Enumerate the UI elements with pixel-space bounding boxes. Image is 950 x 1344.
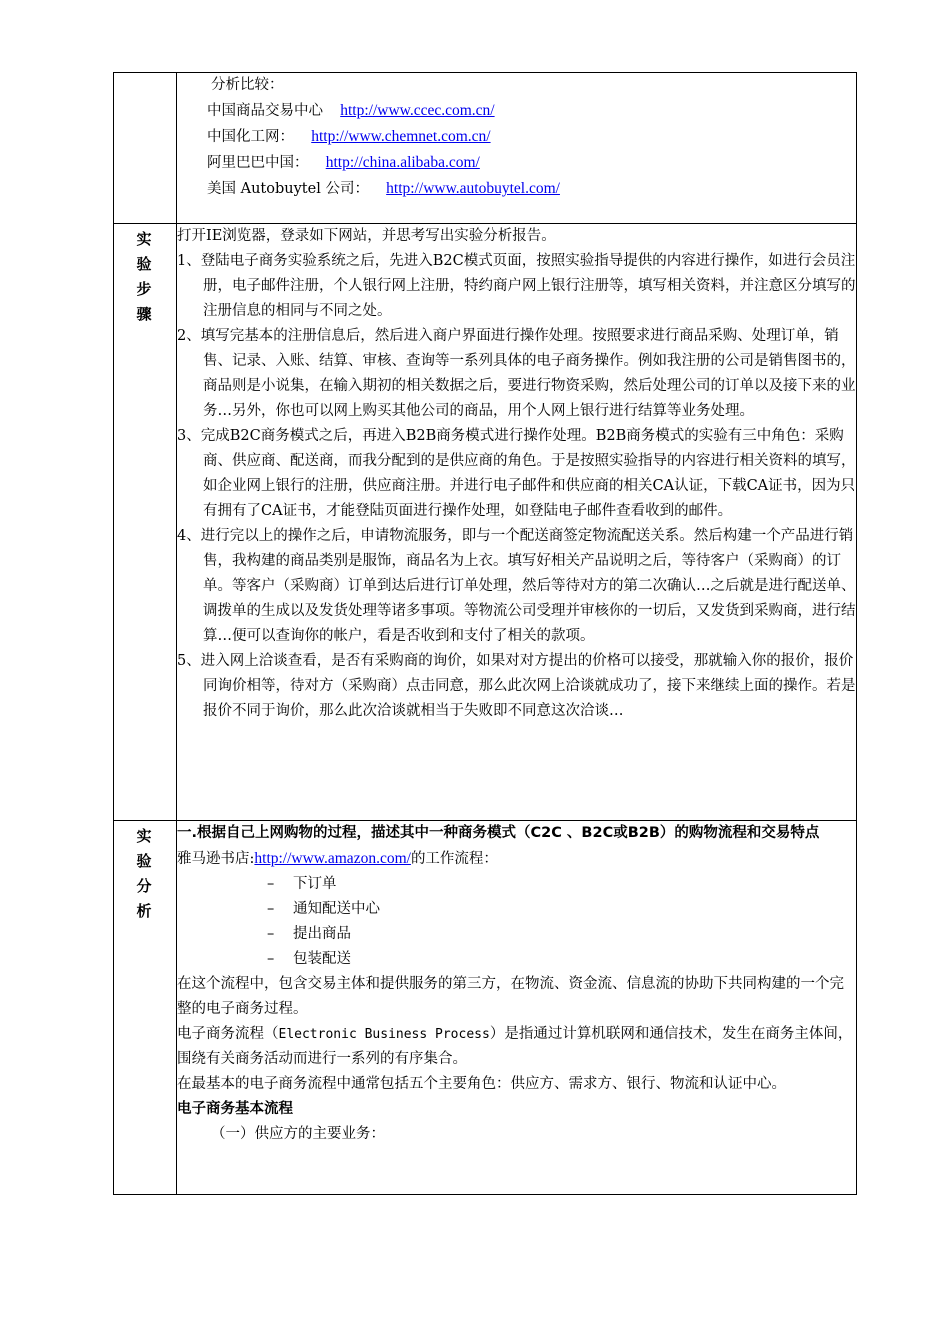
step-number: 3、 [177, 428, 201, 444]
row-label-text [130, 227, 168, 327]
intro-text: 打开IE浏览器，登录如下网站，并思考写出实验分析报告。 [177, 228, 556, 244]
dash-bullet: – [267, 901, 275, 917]
site-link[interactable]: http://www.chemnet.com.cn/ [311, 128, 491, 145]
flow-item [177, 947, 856, 972]
amazon-link[interactable]: http://www.amazon.com/ [254, 850, 411, 867]
row-content-cell [177, 73, 857, 224]
row-label [114, 821, 176, 924]
row-content-cell [177, 224, 857, 821]
flow-item [177, 872, 856, 897]
row-label-text [130, 824, 168, 924]
row-label-cell [114, 821, 177, 1195]
amazon-prefix: 雅马逊书店: [177, 851, 255, 867]
site-line [177, 176, 856, 202]
site-name: 阿里巴巴中国： [207, 155, 309, 171]
row-label-cell [114, 224, 177, 821]
flow-item [177, 922, 856, 947]
step-number: 2、 [177, 328, 201, 344]
dash-bullet: – [267, 951, 275, 967]
step-item [177, 324, 856, 424]
row-label-cell [114, 73, 177, 224]
dash-bullet: – [267, 876, 275, 892]
row-content-cell [177, 821, 857, 1195]
step-number: 1、 [177, 253, 201, 269]
step-item [177, 649, 856, 724]
flow-text: 包装配送 [293, 951, 351, 967]
paragraph: 在最基本的电子商务流程中通常包括五个主要角色：供应方、需求方、银行、物流和认证中心。 [177, 1076, 786, 1092]
report-table [113, 72, 857, 1195]
row-label-line: 步骤 [136, 280, 162, 323]
step-number: 4、 [177, 528, 201, 544]
site-link[interactable]: http://www.ccec.com.cn/ [340, 102, 495, 119]
step-item [177, 249, 856, 324]
amazon-suffix: 的工作流程： [410, 851, 498, 867]
paragraph [177, 1022, 856, 1072]
site-link[interactable]: http://www.autobuytel.com/ [386, 180, 560, 197]
step-text: 进入网上洽谈查看，是否有采购商的询价，如果对对方提出的价格可以接受，那就输入你的报价，报价同询价相等，待对方（采购商）点击同意，那么此次网上洽谈就成功了，接下来继续上面的操作。若是报价不同于询价，那么此次洽谈就相当于失败即不同意这次洽谈… [200, 653, 856, 719]
para-english: Electronic Business Process [278, 1027, 490, 1042]
step-item [177, 524, 856, 649]
row-label-line: 分析 [136, 877, 162, 920]
flow-text: 通知配送中心 [293, 901, 380, 917]
para-prefix: 电子商务流程（ [177, 1026, 279, 1042]
step-item [177, 424, 856, 524]
para-suffix: ）是指通过计算机联网和通信技术，发生在商务主体间，围绕有关商务活动而进行一系列的有序集合。 [177, 1026, 853, 1067]
site-link[interactable]: http://china.alibaba.com/ [325, 154, 480, 171]
step-text: 进行完以上的操作之后，申请物流服务，即与一个配送商签定物流配送关系。然后构建一个产品进行销售，我构建的商品类别是服饰，商品名为上衣。填写好相关产品说明之后，等待客户（采购商）的订单。等客户（采购商）订单到达后进行订单处理，然后等待对方的第二次确认…之后就是进行配送单、调拨单的生成以及发货处理等诸多事项。等物流公司受理并审核你的一切后，又发货到采购商，进行结算…便可以查询你的帐户，看是否收到和支付了相关的款项。 [200, 528, 856, 644]
site-line [177, 98, 856, 124]
row-label [114, 224, 176, 327]
flow-item [177, 897, 856, 922]
analysis-heading: 分析比较： [211, 77, 284, 93]
flow-text: 下订单 [293, 876, 337, 892]
site-name: 中国商品交易中心 [207, 103, 323, 119]
step-text: 填写完基本的注册信息后，然后进入商户界面进行操作处理。按照要求进行商品采购、处理订单，销售、记录、入账、结算、审核、查询等一系列具体的电子商务操作。例如我注册的公司是销售图书的，商品则是小说集，在输入期初的相关数据之后，要进行物资采购，然后处理公司的订单以及接下来的业务…另外，你也可以网上购买其他公司的商品，用个人网上银行进行结算等业务处理。 [200, 328, 856, 419]
table-row [114, 73, 857, 224]
site-line [177, 150, 856, 176]
subheading: 电子商务基本流程 [177, 1101, 293, 1117]
step-text: 登陆电子商务实验系统之后，先进入B2C模式页面，按照实验指导提供的内容进行操作，如进行会员注册，电子邮件注册，个人银行网上注册，特约商户网上银行注册等，填写相关资料，并注意区分填写的注册信息的相同与不同之处。 [200, 253, 856, 319]
table-row [114, 224, 857, 821]
site-name: 中国化工网： [207, 129, 294, 145]
row-label-line: 实验 [136, 230, 162, 273]
paragraph: 在这个流程中，包含交易主体和提供服务的第三方，在物流、资金流、信息流的协助下共同构建的一个完整的电子商务过程。 [177, 976, 844, 1017]
site-line [177, 124, 856, 150]
dash-bullet: – [267, 926, 275, 942]
flow-text: 提出商品 [293, 926, 351, 942]
step-text: 完成B2C商务模式之后，再进入B2B商务模式进行操作处理。B2B商务模式的实验有三中角色：采购商、供应商、配送商，而我分配到的是供应商的角色。于是按照实验指导的内容进行相关资料的填写，如企业网上银行的注册，供应商注册。并进行电子邮件和供应商的相关CA认证，下载CA证书，因为只有拥有了CA证书，才能登陆页面进行操作处理，如登陆电子邮件查看收到的邮件。 [200, 428, 856, 519]
table-row [114, 821, 857, 1195]
amazon-line [177, 846, 856, 872]
section-title: 一.根据自己上网购物的过程，描述其中一种商务模式（C2C 、B2C或B2B）的购物流程和交易特点 [177, 825, 820, 841]
row-label-line: 实验 [136, 827, 162, 870]
site-name: 美国 Autobuytel 公司： [207, 181, 369, 197]
step-number: 5、 [177, 653, 201, 669]
sub-item: （一）供应方的主要业务： [211, 1126, 385, 1142]
